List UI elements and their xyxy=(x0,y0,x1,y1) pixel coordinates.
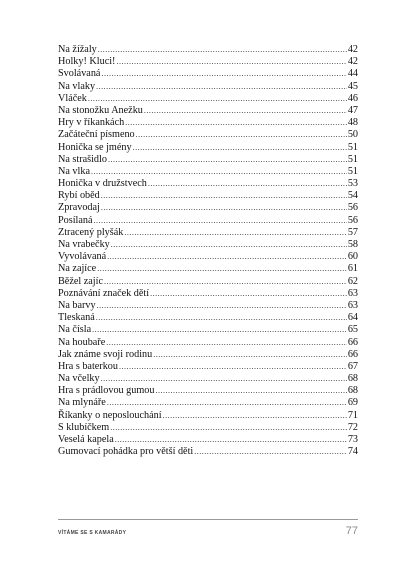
toc-entry xyxy=(58,142,358,154)
toc-entry-title: Na včelky xyxy=(58,373,100,385)
toc-leader-dots xyxy=(88,93,347,105)
toc-entry-page: 61 xyxy=(347,263,358,275)
toc-entry xyxy=(58,215,358,227)
toc-entry xyxy=(58,117,358,129)
toc-entry-title: Vláček xyxy=(58,92,87,104)
toc-entry xyxy=(58,202,358,214)
toc-entry-page: 64 xyxy=(347,312,358,324)
toc-entry xyxy=(58,227,358,239)
toc-entry-title: Na houbaře xyxy=(58,336,106,348)
toc-entry-page: 51 xyxy=(347,153,358,165)
toc-entry-page: 47 xyxy=(347,104,358,116)
toc-entry-page: 60 xyxy=(347,251,358,263)
toc-entry xyxy=(58,397,358,409)
toc-leader-dots xyxy=(98,44,347,56)
toc-entry-page: 72 xyxy=(347,421,358,433)
toc-entry xyxy=(58,434,358,446)
toc-entry xyxy=(58,56,358,68)
toc-leader-dots xyxy=(96,312,347,324)
toc-entry xyxy=(58,190,358,202)
toc-entry-page: 44 xyxy=(347,68,358,80)
toc-entry xyxy=(58,361,358,373)
toc-leader-dots xyxy=(104,276,347,288)
toc-entry xyxy=(58,288,358,300)
toc-entry-title: Na vlka xyxy=(58,165,90,177)
toc-entry xyxy=(58,178,358,190)
toc-leader-dots xyxy=(125,117,347,129)
toc-entry xyxy=(58,276,358,288)
toc-leader-dots xyxy=(148,178,347,190)
toc-entry-page: 54 xyxy=(347,190,358,202)
footer-divider xyxy=(58,519,358,520)
toc-entry-title: Na žížaly xyxy=(58,44,97,55)
table-of-contents xyxy=(58,44,358,458)
toc-entry-page: 65 xyxy=(347,324,358,336)
toc-entry-page: 56 xyxy=(347,202,358,214)
toc-leader-dots xyxy=(110,422,347,434)
toc-entry-title: Začáteční písmeno xyxy=(58,129,135,141)
toc-entry-title: Poznávání značek dětí xyxy=(58,287,150,299)
toc-entry xyxy=(58,410,358,422)
toc-entry-page: 56 xyxy=(347,214,358,226)
toc-leader-dots xyxy=(124,227,346,239)
toc-leader-dots xyxy=(163,410,347,422)
toc-leader-dots xyxy=(97,300,347,312)
toc-leader-dots xyxy=(101,373,347,385)
toc-leader-dots xyxy=(136,129,347,141)
toc-leader-dots xyxy=(96,81,347,93)
toc-entry xyxy=(58,93,358,105)
toc-entry xyxy=(58,239,358,251)
toc-entry-page: 68 xyxy=(347,385,358,397)
toc-leader-dots xyxy=(107,397,347,409)
toc-entry-title: Veselá kapela xyxy=(58,434,114,445)
toc-entry-title: Hry v říkankách xyxy=(58,117,125,129)
toc-leader-dots xyxy=(119,361,347,373)
toc-entry-page: 58 xyxy=(347,239,358,250)
toc-entry xyxy=(58,154,358,166)
toc-entry-title: Na zajíce xyxy=(58,263,97,275)
toc-entry-page: 53 xyxy=(347,178,358,190)
toc-leader-dots xyxy=(101,202,347,214)
toc-entry-title: Říkanky o neposlouchání xyxy=(58,409,162,421)
toc-entry-page: 45 xyxy=(347,80,358,92)
toc-entry-title: Posílaná xyxy=(58,214,93,226)
toc-entry xyxy=(58,324,358,336)
toc-entry-title: Na barvy xyxy=(58,299,96,311)
toc-entry xyxy=(58,68,358,80)
toc-leader-dots xyxy=(153,349,347,361)
toc-leader-dots xyxy=(194,446,347,458)
toc-entry-title: Rybí oběd xyxy=(58,190,100,202)
toc-leader-dots xyxy=(155,385,346,397)
toc-entry xyxy=(58,373,358,385)
toc-entry-title: Tleskaná xyxy=(58,312,95,324)
toc-leader-dots xyxy=(116,56,346,68)
toc-entry xyxy=(58,349,358,361)
toc-entry-title: Honička v družstvech xyxy=(58,178,147,190)
toc-entry-page: 51 xyxy=(347,165,358,177)
toc-leader-dots xyxy=(97,263,347,275)
toc-leader-dots xyxy=(133,142,347,154)
toc-entry-title: Holky! Kluci! xyxy=(58,56,116,68)
toc-entry xyxy=(58,337,358,349)
toc-leader-dots xyxy=(91,166,347,178)
toc-entry-title: Gumovací pohádka pro větší děti xyxy=(58,446,194,458)
page-number: 77 xyxy=(345,525,358,537)
toc-entry-title: Na čísla xyxy=(58,324,92,336)
toc-entry-page: 42 xyxy=(347,56,358,68)
toc-entry-page: 63 xyxy=(347,287,358,299)
toc-entry-page: 63 xyxy=(347,299,358,311)
toc-entry xyxy=(58,422,358,434)
toc-entry-page: 57 xyxy=(347,226,358,238)
toc-entry-page: 68 xyxy=(347,373,358,385)
toc-entry-title: Hra s prádlovou gumou xyxy=(58,385,155,397)
toc-entry-title: Vyvolávaná xyxy=(58,251,107,263)
toc-entry-title: Na stonožku Anežku xyxy=(58,104,143,116)
toc-entry-title: Svolávaná xyxy=(58,68,101,80)
toc-entry-title: Na mlynáře xyxy=(58,397,106,409)
toc-entry-title: Na vrabečky xyxy=(58,239,110,250)
toc-entry-page: 73 xyxy=(347,434,358,445)
toc-leader-dots xyxy=(150,288,347,300)
toc-leader-dots xyxy=(107,251,347,263)
toc-entry-title: Na vlaky xyxy=(58,80,96,92)
toc-entry xyxy=(58,300,358,312)
toc-leader-dots xyxy=(106,337,347,349)
toc-entry-page: 69 xyxy=(347,397,358,409)
toc-entry-title: Honička se jmény xyxy=(58,141,132,153)
toc-entry xyxy=(58,385,358,397)
toc-entry xyxy=(58,44,358,56)
toc-entry-page: 48 xyxy=(347,117,358,129)
toc-leader-dots xyxy=(144,105,347,117)
toc-entry-page: 66 xyxy=(347,336,358,348)
toc-leader-dots xyxy=(101,190,347,202)
toc-entry-page: 71 xyxy=(347,409,358,421)
toc-leader-dots xyxy=(115,434,347,446)
toc-entry-page: 46 xyxy=(347,92,358,104)
toc-leader-dots xyxy=(108,154,347,166)
toc-entry-page: 74 xyxy=(347,446,358,458)
toc-entry-title: Běžel zajíc xyxy=(58,275,103,287)
toc-leader-dots xyxy=(94,215,347,227)
toc-entry xyxy=(58,312,358,324)
toc-entry-title: Jak známe svoji rodinu xyxy=(58,348,153,360)
toc-entry-title: Hra s baterkou xyxy=(58,360,118,372)
toc-entry xyxy=(58,251,358,263)
toc-leader-dots xyxy=(111,239,347,251)
toc-entry-page: 42 xyxy=(347,44,358,55)
toc-entry xyxy=(58,446,358,458)
toc-entry xyxy=(58,263,358,275)
toc-entry xyxy=(58,105,358,117)
toc-entry-title: Zpravodaj xyxy=(58,202,100,214)
toc-entry-page: 51 xyxy=(347,141,358,153)
toc-entry xyxy=(58,129,358,141)
toc-entry-title: Ztracený plyšák xyxy=(58,226,124,238)
toc-leader-dots xyxy=(92,324,347,336)
toc-entry-page: 62 xyxy=(347,275,358,287)
running-footer-title: VÍTÁME SE S KAMARÁDY xyxy=(58,530,127,536)
toc-entry-page: 66 xyxy=(347,348,358,360)
toc-entry-title: S klubíčkem xyxy=(58,421,110,433)
toc-entry-page: 50 xyxy=(347,129,358,141)
toc-entry xyxy=(58,81,358,93)
toc-entry xyxy=(58,166,358,178)
toc-entry-title: Na strašidlo xyxy=(58,153,107,165)
toc-entry-page: 67 xyxy=(347,360,358,372)
toc-leader-dots xyxy=(101,68,346,80)
